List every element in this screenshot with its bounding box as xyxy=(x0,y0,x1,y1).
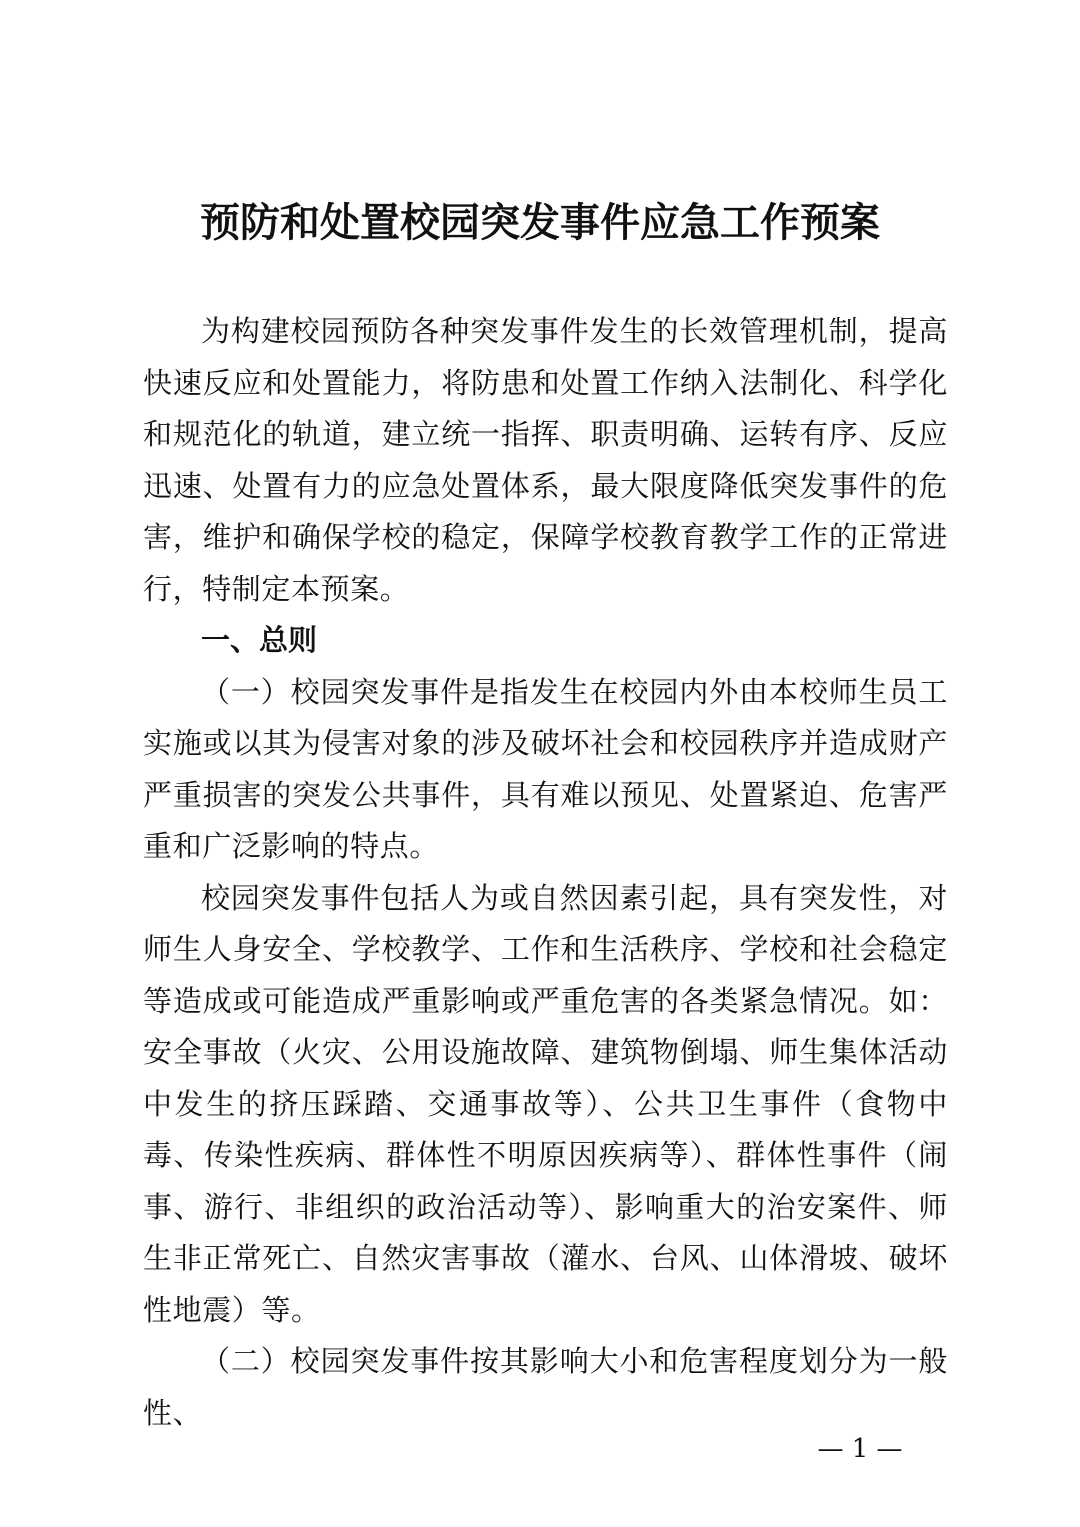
item-1-detail-paragraph: 校园突发事件包括人为或自然因素引起，具有突发性，对师生人身安全、学校教学、工作和生活秩序、学校和社会稳定等造成或可能造成严重影响或严重危害的各类紧急情况。如：安全事故（火灾、公用设施故障、建筑物倒塌、师生集体活动中发生的挤压踩踏、交通事故等）、公共卫生事件（食物中毒、传染性疾病、群体性不明原因疾病等）、群体性事件（闹事、游行、非组织的政治活动等）、影响重大的治安案件、师生非正常死亡、自然灾害事故（灌水、台风、山体滑坡、破坏性地震）等。 xyxy=(143,880,948,1327)
page-number: — 1 — xyxy=(817,1434,903,1464)
item-1-paragraph: （一）校园突发事件是指发生在校园内外由本校师生员工实施或以其为侵害对象的涉及破坏社会和校园秩序并造成财产严重损害的突发公共事件，具有难以预见、处置紧迫、危害严重和广泛影响的特点。 xyxy=(143,674,948,863)
intro-paragraph: 为构建校园预防各种突发事件发生的长效管理机制，提高快速反应和处置能力，将防患和处置工作纳入法制化、科学化和规范化的轨道，建立统一指挥、职责明确、运转有序、反应迅速、处置有力的应急处置体系，最大限度降低突发事件的危害，维护和确保学校的稳定，保障学校教育教学工作的正常进行，特制定本预案。 xyxy=(143,314,948,606)
document-title: 预防和处置校园突发事件应急工作预案 xyxy=(200,199,880,246)
section-heading-general: 一、总则 xyxy=(201,623,318,657)
item-2-paragraph: （二）校园突发事件按其影响大小和危害程度划分为一般性、 xyxy=(143,1344,948,1430)
document-body xyxy=(143,306,948,1439)
